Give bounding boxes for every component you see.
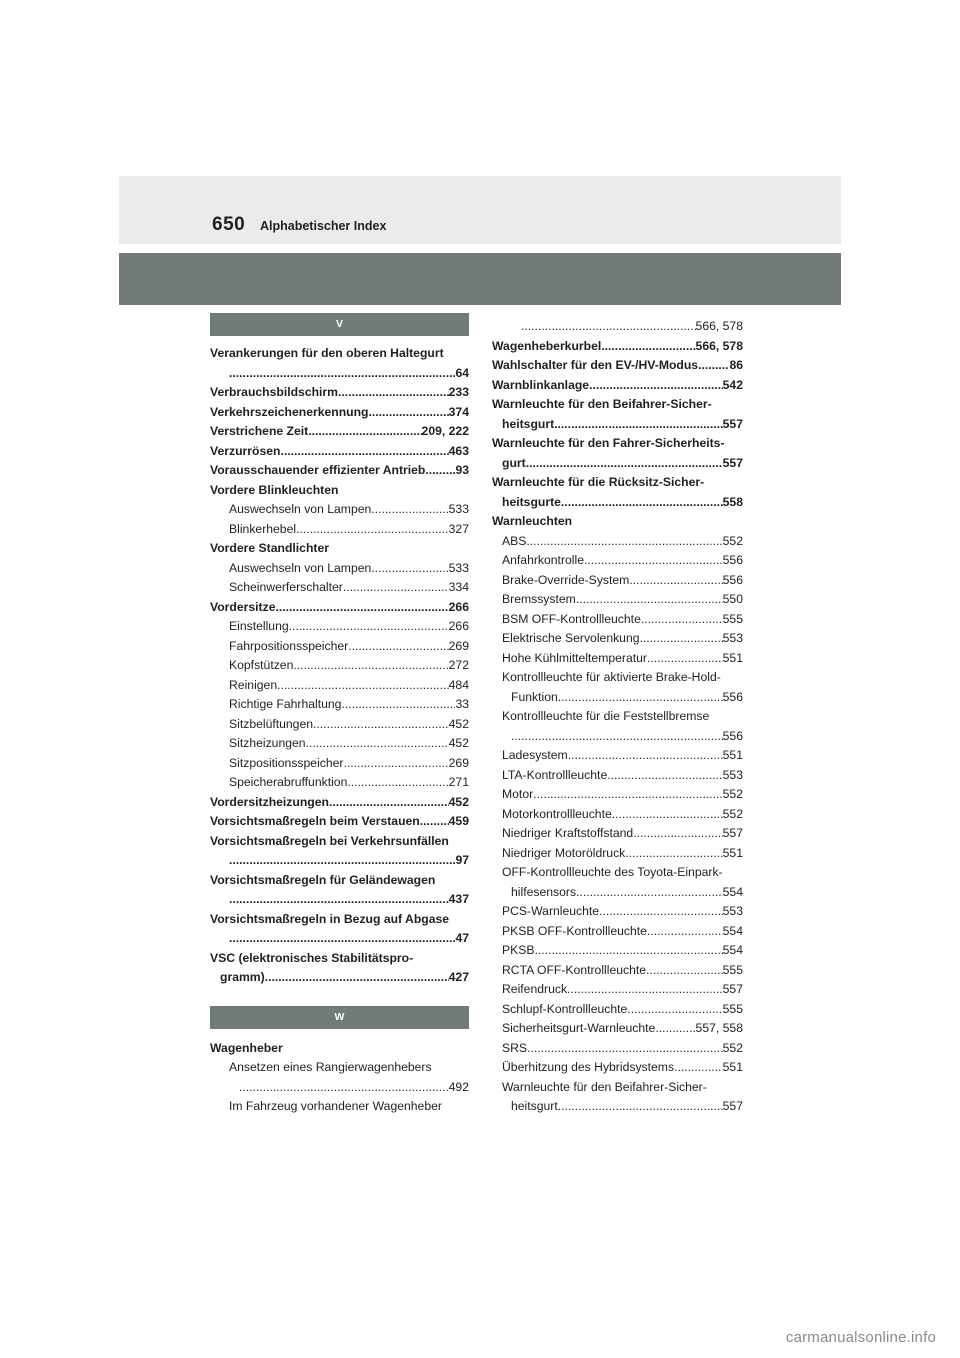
dot-leader	[526, 454, 723, 474]
index-entry-page: 554	[722, 923, 743, 938]
dot-leader	[265, 968, 449, 988]
index-entry-page: 86	[729, 358, 743, 372]
index-entry-page: 47	[455, 931, 469, 945]
index-entry-term: PKSB	[502, 943, 535, 957]
index-entry	[492, 668, 743, 688]
index-entry	[210, 422, 469, 442]
index-entry	[492, 1019, 743, 1039]
index-entry	[492, 922, 743, 942]
index-entry-term: Anfahrkontrolle	[502, 553, 584, 567]
index-entry	[492, 883, 743, 903]
index-entry-term: Warnleuchte für die Rücksitz-Sicher-	[492, 475, 705, 489]
index-entry	[492, 688, 743, 708]
index-entry	[492, 1039, 743, 1059]
dot-leader	[313, 715, 449, 735]
index-entry	[492, 1078, 743, 1098]
index-entry-page: 558	[722, 494, 743, 509]
index-entry	[492, 610, 743, 630]
dot-leader	[655, 1019, 695, 1039]
index-entry-term: Motor	[502, 787, 534, 801]
index-entry-page: 437	[448, 892, 469, 906]
dot-leader	[341, 695, 455, 715]
dot-leader	[527, 1039, 723, 1059]
index-entry-page: 484	[448, 677, 469, 692]
dot-leader	[371, 500, 448, 520]
index-entry-term: Verbrauchsbildschirm	[210, 385, 339, 399]
index-entry-term: Warnleuchte für den Beifahrer-Sicher-	[502, 1079, 707, 1094]
index-entry-page: 553	[722, 904, 743, 918]
index-entry-term: Überhitzung des Hybridsystems	[502, 1060, 675, 1074]
dot-leader	[239, 1078, 449, 1098]
index-entry	[492, 805, 743, 825]
index-entry-term: hilfesensors	[511, 884, 577, 899]
index-entry	[492, 395, 743, 415]
index-entry-page: 427	[448, 970, 469, 984]
dot-leader	[558, 1097, 723, 1117]
index-entry	[492, 551, 743, 571]
index-entry	[210, 871, 469, 891]
index-entry-page: 554	[722, 943, 743, 957]
index-entry-term: Ansetzen eines Rangierwagenhebers	[229, 1060, 432, 1074]
index-entry-term: Vorausschauender effizienter Antrieb	[210, 463, 426, 477]
index-entry-term: heitsgurte	[502, 494, 561, 509]
index-entry	[210, 403, 469, 423]
index-entry-page: 556	[722, 572, 743, 587]
index-entry-term: Vorsichtsmaßregeln in Bezug auf Abgase	[210, 911, 450, 926]
index-entry-term: Brake-Override-System	[502, 572, 630, 587]
index-entry-term: Fahrpositionsspeicher	[229, 638, 349, 653]
index-entry-term: Vorsichtsmaßregeln beim Verstauen	[210, 814, 420, 828]
dot-leader	[646, 961, 723, 981]
dot-leader	[369, 403, 449, 423]
dot-leader	[647, 649, 723, 669]
index-entry-page: 554	[722, 884, 743, 899]
dot-leader	[425, 461, 455, 481]
index-entry	[492, 473, 743, 493]
index-entry-term: Im Fahrzeug vorhandener Wagenheber	[229, 1099, 442, 1113]
index-list-w	[210, 1039, 469, 1117]
index-entry-term: Wagenheber	[210, 1040, 283, 1055]
dot-leader	[640, 629, 723, 649]
index-entry-term: heitsgurt	[502, 416, 555, 431]
index-entry-page: 552	[722, 1040, 743, 1055]
index-entry-term: Motorkontrollleuchte	[502, 806, 612, 821]
index-entry	[492, 707, 743, 727]
index-entry	[492, 727, 743, 747]
dot-leader	[698, 356, 729, 376]
index-list-v	[210, 344, 469, 988]
index-entry	[492, 415, 743, 435]
index-entry-term: Schlupf-Kontrollleuchte	[502, 1001, 628, 1016]
index-entry-page: 209, 222	[421, 424, 469, 438]
index-entry-page: 557	[722, 1099, 743, 1113]
index-entry	[210, 598, 469, 618]
index-entry-term: Kopfstützen	[229, 658, 294, 672]
index-entry-term: SRS	[502, 1040, 528, 1055]
index-entry	[492, 902, 743, 922]
index-entry-page: 552	[722, 787, 743, 801]
dot-leader	[567, 980, 723, 1000]
dot-leader	[625, 844, 722, 864]
index-entry-page: 452	[448, 716, 469, 731]
index-entry	[492, 590, 743, 610]
index-entry-page: 452	[448, 736, 469, 750]
index-entry-term: Vordere Blinkleuchten	[210, 482, 339, 497]
index-entry	[210, 695, 469, 715]
dot-leader	[343, 578, 449, 598]
index-entry-term: Reifendruck	[502, 982, 568, 996]
index-entry	[492, 766, 743, 786]
dot-leader	[296, 520, 449, 540]
header-dark-band	[119, 253, 841, 305]
dot-leader	[329, 793, 449, 813]
index-entry-page: 557	[722, 982, 743, 996]
section-bar-w: W	[210, 1006, 469, 1029]
index-entry	[492, 1000, 743, 1020]
index-entry	[210, 1078, 469, 1098]
index-entry-term: Scheinwerferschalter	[229, 580, 343, 594]
index-entry	[210, 1058, 469, 1078]
index-entry	[492, 961, 743, 981]
index-entry-page: 566, 578	[695, 319, 743, 333]
index-entry-term: gramm)	[220, 970, 265, 984]
index-list-right	[492, 317, 743, 1117]
index-entry-term: Sicherheitsgurt-Warnleuchte	[502, 1021, 656, 1035]
index-entry	[492, 454, 743, 474]
page-title: Alphabetischer Index	[260, 219, 387, 233]
index-entry-term: Wagenheberkurbel	[492, 338, 602, 353]
index-column-right	[492, 309, 743, 1117]
index-entry-term: Sitzbelüftungen	[229, 716, 314, 731]
index-entry-page: 459	[448, 814, 469, 828]
index-entry-page: 272	[448, 658, 469, 672]
dot-leader	[306, 734, 449, 754]
index-entry	[210, 812, 469, 832]
index-entry	[210, 1039, 469, 1059]
index-entry-page: 551	[722, 650, 743, 665]
dot-leader	[420, 812, 449, 832]
index-entry-page: 271	[448, 775, 469, 789]
index-entry-term: VSC (elektronisches Stabilitätspro-	[210, 950, 414, 965]
index-entry-term: PCS-Warnleuchte	[502, 904, 600, 918]
index-entry-term: Verstrichene Zeit	[210, 424, 309, 438]
index-entry	[492, 532, 743, 552]
dot-leader	[558, 688, 723, 708]
dot-leader	[343, 754, 448, 774]
index-entry	[492, 317, 743, 337]
index-entry	[492, 356, 743, 376]
index-entry-term: LTA-Kontrollleuchte	[502, 767, 608, 782]
index-entry	[492, 824, 743, 844]
index-entry	[210, 520, 469, 540]
dot-leader	[229, 929, 455, 949]
index-entry-term: Kontrollleuchte für die Feststellbremse	[502, 709, 710, 723]
index-entry-term: Verankerungen für den oberen Haltegurt	[210, 346, 444, 360]
dot-leader	[568, 746, 723, 766]
index-entry	[210, 500, 469, 520]
dot-leader	[229, 364, 455, 384]
dot-leader	[589, 376, 723, 396]
dot-leader	[584, 551, 723, 571]
index-entry-page: 557	[722, 416, 743, 431]
dot-leader	[511, 727, 723, 747]
dot-leader	[601, 337, 695, 357]
dot-leader	[371, 559, 448, 579]
index-entry-term: Elektrische Servolenkung	[502, 631, 640, 645]
dot-leader	[347, 773, 448, 793]
index-entry-term: Warnblinkanlage	[492, 377, 590, 392]
index-entry	[210, 1097, 469, 1117]
index-entry-page: 553	[722, 631, 743, 645]
index-entry	[210, 910, 469, 930]
dot-leader	[289, 617, 449, 637]
index-entry	[492, 980, 743, 1000]
index-entry-page: 556	[722, 553, 743, 567]
index-entry-page: 327	[448, 521, 469, 536]
dot-leader	[280, 442, 448, 462]
index-entry	[492, 629, 743, 649]
index-entry-term: PKSB OFF-Kontrollleuchte	[502, 923, 647, 938]
index-entry-page: 374	[448, 404, 469, 419]
index-entry-term: ABS	[502, 533, 527, 548]
index-entry-term: Warnleuchte für den Beifahrer-Sicher-	[492, 397, 712, 411]
index-entry-term: Auswechseln von Lampen	[229, 502, 372, 516]
index-entry	[492, 746, 743, 766]
index-entry	[210, 364, 469, 384]
dot-leader	[633, 824, 722, 844]
index-entry-page: 452	[448, 794, 469, 809]
index-entry-term: Ladesystem	[502, 748, 568, 762]
index-entry-term: Funktion	[511, 689, 558, 704]
index-entry-term: gurt	[502, 455, 526, 470]
index-entry-page: 551	[722, 1060, 743, 1074]
index-entry-term: Vordersitze	[210, 599, 276, 614]
index-entry-term: OFF-Kontrollleuchte des Toyota-Einpark-	[502, 865, 723, 879]
dot-leader	[576, 883, 723, 903]
dot-leader	[229, 890, 449, 910]
index-entry-page: 266	[448, 599, 469, 614]
index-entry	[210, 383, 469, 403]
index-entry	[492, 844, 743, 864]
index-entry	[210, 539, 469, 559]
index-entry-term: Kontrollleuchte für aktivierte Brake-Hold-	[502, 670, 721, 684]
index-entry	[210, 559, 469, 579]
index-entry	[210, 929, 469, 949]
index-entry	[210, 851, 469, 871]
index-entry-page: 64	[455, 365, 469, 380]
dot-leader	[599, 902, 723, 922]
index-entry-page: 269	[448, 638, 469, 653]
dot-leader	[629, 571, 722, 591]
index-entry	[492, 785, 743, 805]
index-entry-page: 566, 578	[695, 338, 743, 353]
index-entry-term: RCTA OFF-Kontrollleuchte	[502, 962, 647, 977]
index-entry-term: Reinigen	[229, 677, 278, 692]
index-entry-page: 557, 558	[695, 1021, 743, 1035]
index-entry	[210, 734, 469, 754]
index-entry-page: 555	[722, 611, 743, 626]
dot-leader	[293, 656, 448, 676]
index-entry-page: 266	[448, 619, 469, 633]
index-entry	[210, 793, 469, 813]
index-entry	[492, 649, 743, 669]
index-entry	[210, 676, 469, 696]
index-entry-page: 551	[722, 748, 743, 762]
index-entry-term: Speicherabruffunktion	[229, 775, 348, 789]
index-entry-page: 269	[448, 755, 469, 770]
index-entry-term: Niedriger Motoröldruck	[502, 845, 626, 860]
index-entry-term: Niedriger Kraftstoffstand	[502, 826, 634, 840]
index-entry	[210, 344, 469, 364]
index-entry-page: 551	[722, 845, 743, 860]
index-entry-term: Verkehrszeichenerkennung	[210, 404, 369, 419]
index-entry	[492, 1097, 743, 1117]
index-entry-term: Richtige Fahrhaltung	[229, 697, 342, 711]
index-entry	[210, 968, 469, 988]
index-entry	[210, 754, 469, 774]
index-entry-term: Vordersitzheizungen	[210, 794, 329, 809]
dot-leader	[554, 415, 723, 435]
dot-leader	[277, 676, 449, 696]
index-entry-page: 556	[722, 689, 743, 704]
dot-leader	[338, 383, 449, 403]
index-entry	[492, 571, 743, 591]
index-entry	[210, 949, 469, 969]
index-entry-term: Sitzpositionsspeicher	[229, 755, 344, 770]
dot-leader	[674, 1058, 723, 1078]
index-entry-page: 93	[455, 463, 469, 477]
dot-leader	[627, 1000, 722, 1020]
index-entry-page: 557	[722, 826, 743, 840]
index-entry-page: 556	[722, 728, 743, 743]
dot-leader	[561, 493, 723, 513]
index-entry-page: 553	[722, 767, 743, 782]
index-entry-page: 533	[448, 502, 469, 516]
index-column-left	[210, 313, 469, 1117]
dot-leader	[641, 610, 723, 630]
index-entry-term: Verzurrösen	[210, 443, 281, 458]
index-entry-term: Blinkerhebel	[229, 521, 297, 536]
dot-leader	[229, 851, 455, 871]
index-entry	[210, 617, 469, 637]
page-number: 650	[212, 214, 246, 235]
index-entry-page: 557	[722, 455, 743, 470]
index-entry-term: Bremssystem	[502, 592, 576, 606]
index-entry	[492, 434, 743, 454]
dot-leader	[533, 785, 723, 805]
dot-leader	[275, 598, 448, 618]
index-entry	[210, 578, 469, 598]
index-entry-term: Sitzheizungen	[229, 736, 306, 750]
index-entry-term: heitsgurt	[511, 1099, 558, 1113]
dot-leader	[521, 317, 696, 337]
index-entry	[492, 493, 743, 513]
index-entry	[492, 941, 743, 961]
dot-leader	[607, 766, 722, 786]
index-entry	[210, 442, 469, 462]
index-entry-page: 552	[722, 806, 743, 821]
index-entry-term: Auswechseln von Lampen	[229, 560, 372, 575]
dot-leader	[647, 922, 723, 942]
index-entry	[210, 481, 469, 501]
index-entry-term: Warnleuchte für den Fahrer-Sicherheits-	[492, 436, 725, 450]
dot-leader	[576, 590, 723, 610]
index-entry	[492, 512, 743, 532]
section-bar-v: V	[210, 313, 469, 336]
index-entry	[210, 890, 469, 910]
index-entry-page: 542	[722, 377, 743, 392]
watermark: carmanualsonline.info	[785, 1329, 936, 1346]
index-entry	[210, 637, 469, 657]
index-entry-term: Wahlschalter für den EV-/HV-Modus	[492, 358, 699, 372]
index-entry-page: 33	[455, 697, 469, 711]
index-entry	[492, 376, 743, 396]
index-entry-term: Hohe Kühlmitteltemperatur	[502, 650, 647, 665]
dot-leader	[348, 637, 448, 657]
dot-leader	[526, 532, 722, 552]
index-entry-page: 533	[448, 560, 469, 575]
dot-leader	[535, 941, 723, 961]
index-entry-page: 97	[455, 853, 469, 867]
index-entry	[492, 337, 743, 357]
index-entry-page: 555	[722, 1001, 743, 1016]
index-entry-term: Warnleuchten	[492, 514, 573, 528]
index-entry-term: Vorsichtsmaßregeln bei Verkehrsunfällen	[210, 833, 449, 848]
index-entry-term: BSM OFF-Kontrollleuchte	[502, 611, 641, 626]
index-entry-page: 550	[722, 592, 743, 606]
dot-leader	[308, 422, 421, 442]
index-entry-term: Vorsichtsmaßregeln für Geländewagen	[210, 872, 436, 887]
index-entry	[492, 863, 743, 883]
index-entry	[210, 773, 469, 793]
index-entry-page: 334	[448, 580, 469, 594]
index-entry-page: 552	[722, 533, 743, 548]
index-entry-page: 233	[448, 385, 469, 399]
index-entry-page: 555	[722, 962, 743, 977]
index-entry	[210, 715, 469, 735]
index-entry	[210, 832, 469, 852]
index-entry	[492, 1058, 743, 1078]
index-entry-term: Vordere Standlichter	[210, 541, 329, 555]
index-entry	[210, 656, 469, 676]
index-entry-page: 492	[448, 1079, 469, 1094]
index-entry	[210, 461, 469, 481]
index-entry-term: Einstellung	[229, 619, 289, 633]
index-entry-page: 463	[448, 443, 469, 458]
dot-leader	[612, 805, 723, 825]
